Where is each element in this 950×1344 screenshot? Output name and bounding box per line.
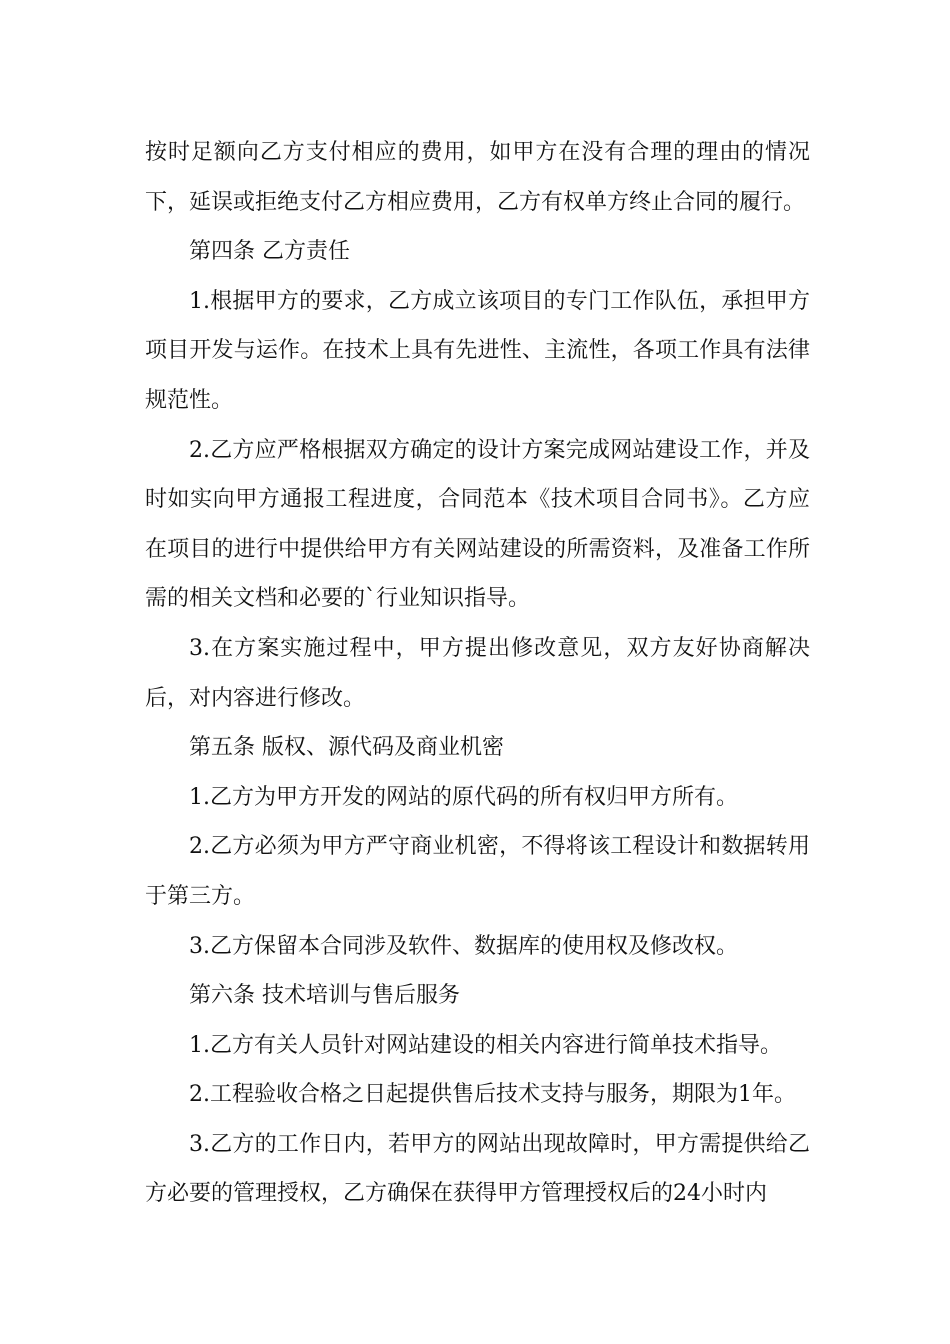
heading-article-4: 第四条 乙方责任 bbox=[189, 239, 350, 265]
paragraph-article-5-item-3: 3.乙方保留本合同涉及软件、数据库的使用权及修改权。 bbox=[189, 933, 738, 959]
paragraph-article-5-item-2: 2.乙方必须为甲方严守商业机密，不得将该工程设计和数据转用于第三方。 bbox=[145, 834, 810, 909]
paragraph-article-6-item-1: 1.乙方有关人员针对网站建设的相关内容进行简单技术指导。 bbox=[189, 1032, 782, 1058]
paragraph-article-4-item-1: 1.根据甲方的要求，乙方成立该项目的专门工作队伍，承担甲方项目开发与运作。在技术上具有先进性、主流性，各项工作具有法律规范性。 bbox=[145, 288, 810, 413]
paragraph-article-6-item-3: 3.乙方的工作日内，若甲方的网站出现故障时，甲方需提供给乙方必要的管理授权，乙方确保在获得甲方管理授权后的24小时内 bbox=[145, 1131, 810, 1207]
paragraph-article-4-item-2: 2.乙方应严格根据双方确定的设计方案完成网站建设工作，并及时如实向甲方通报工程进度，合同范本《技术项目合同书》。乙方应在项目的进行中提供给甲方有关网站建设的所需资料，及准备工作所需的相关文档和必要的`行业知识指导。 bbox=[145, 437, 810, 612]
document-body bbox=[145, 128, 810, 1219]
heading-article-6: 第六条 技术培训与售后服务 bbox=[189, 983, 460, 1009]
paragraph-article-4-item-3: 3.在方案实施过程中，甲方提出修改意见，双方友好协商解决后，对内容进行修改。 bbox=[145, 635, 810, 711]
paragraph-article-6-item-2: 2.工程验收合格之日起提供售后技术支持与服务，期限为1年。 bbox=[189, 1082, 796, 1108]
paragraph-payment-terms: 按时足额向乙方支付相应的费用，如甲方在没有合理的理由的情况下，延误或拒绝支付乙方相应费用，乙方有权单方终止合同的履行。 bbox=[145, 140, 810, 215]
heading-article-5: 第五条 版权、源代码及商业机密 bbox=[189, 735, 504, 761]
paragraph-article-5-item-1: 1.乙方为甲方开发的网站的原代码的所有权归甲方所有。 bbox=[189, 784, 738, 810]
